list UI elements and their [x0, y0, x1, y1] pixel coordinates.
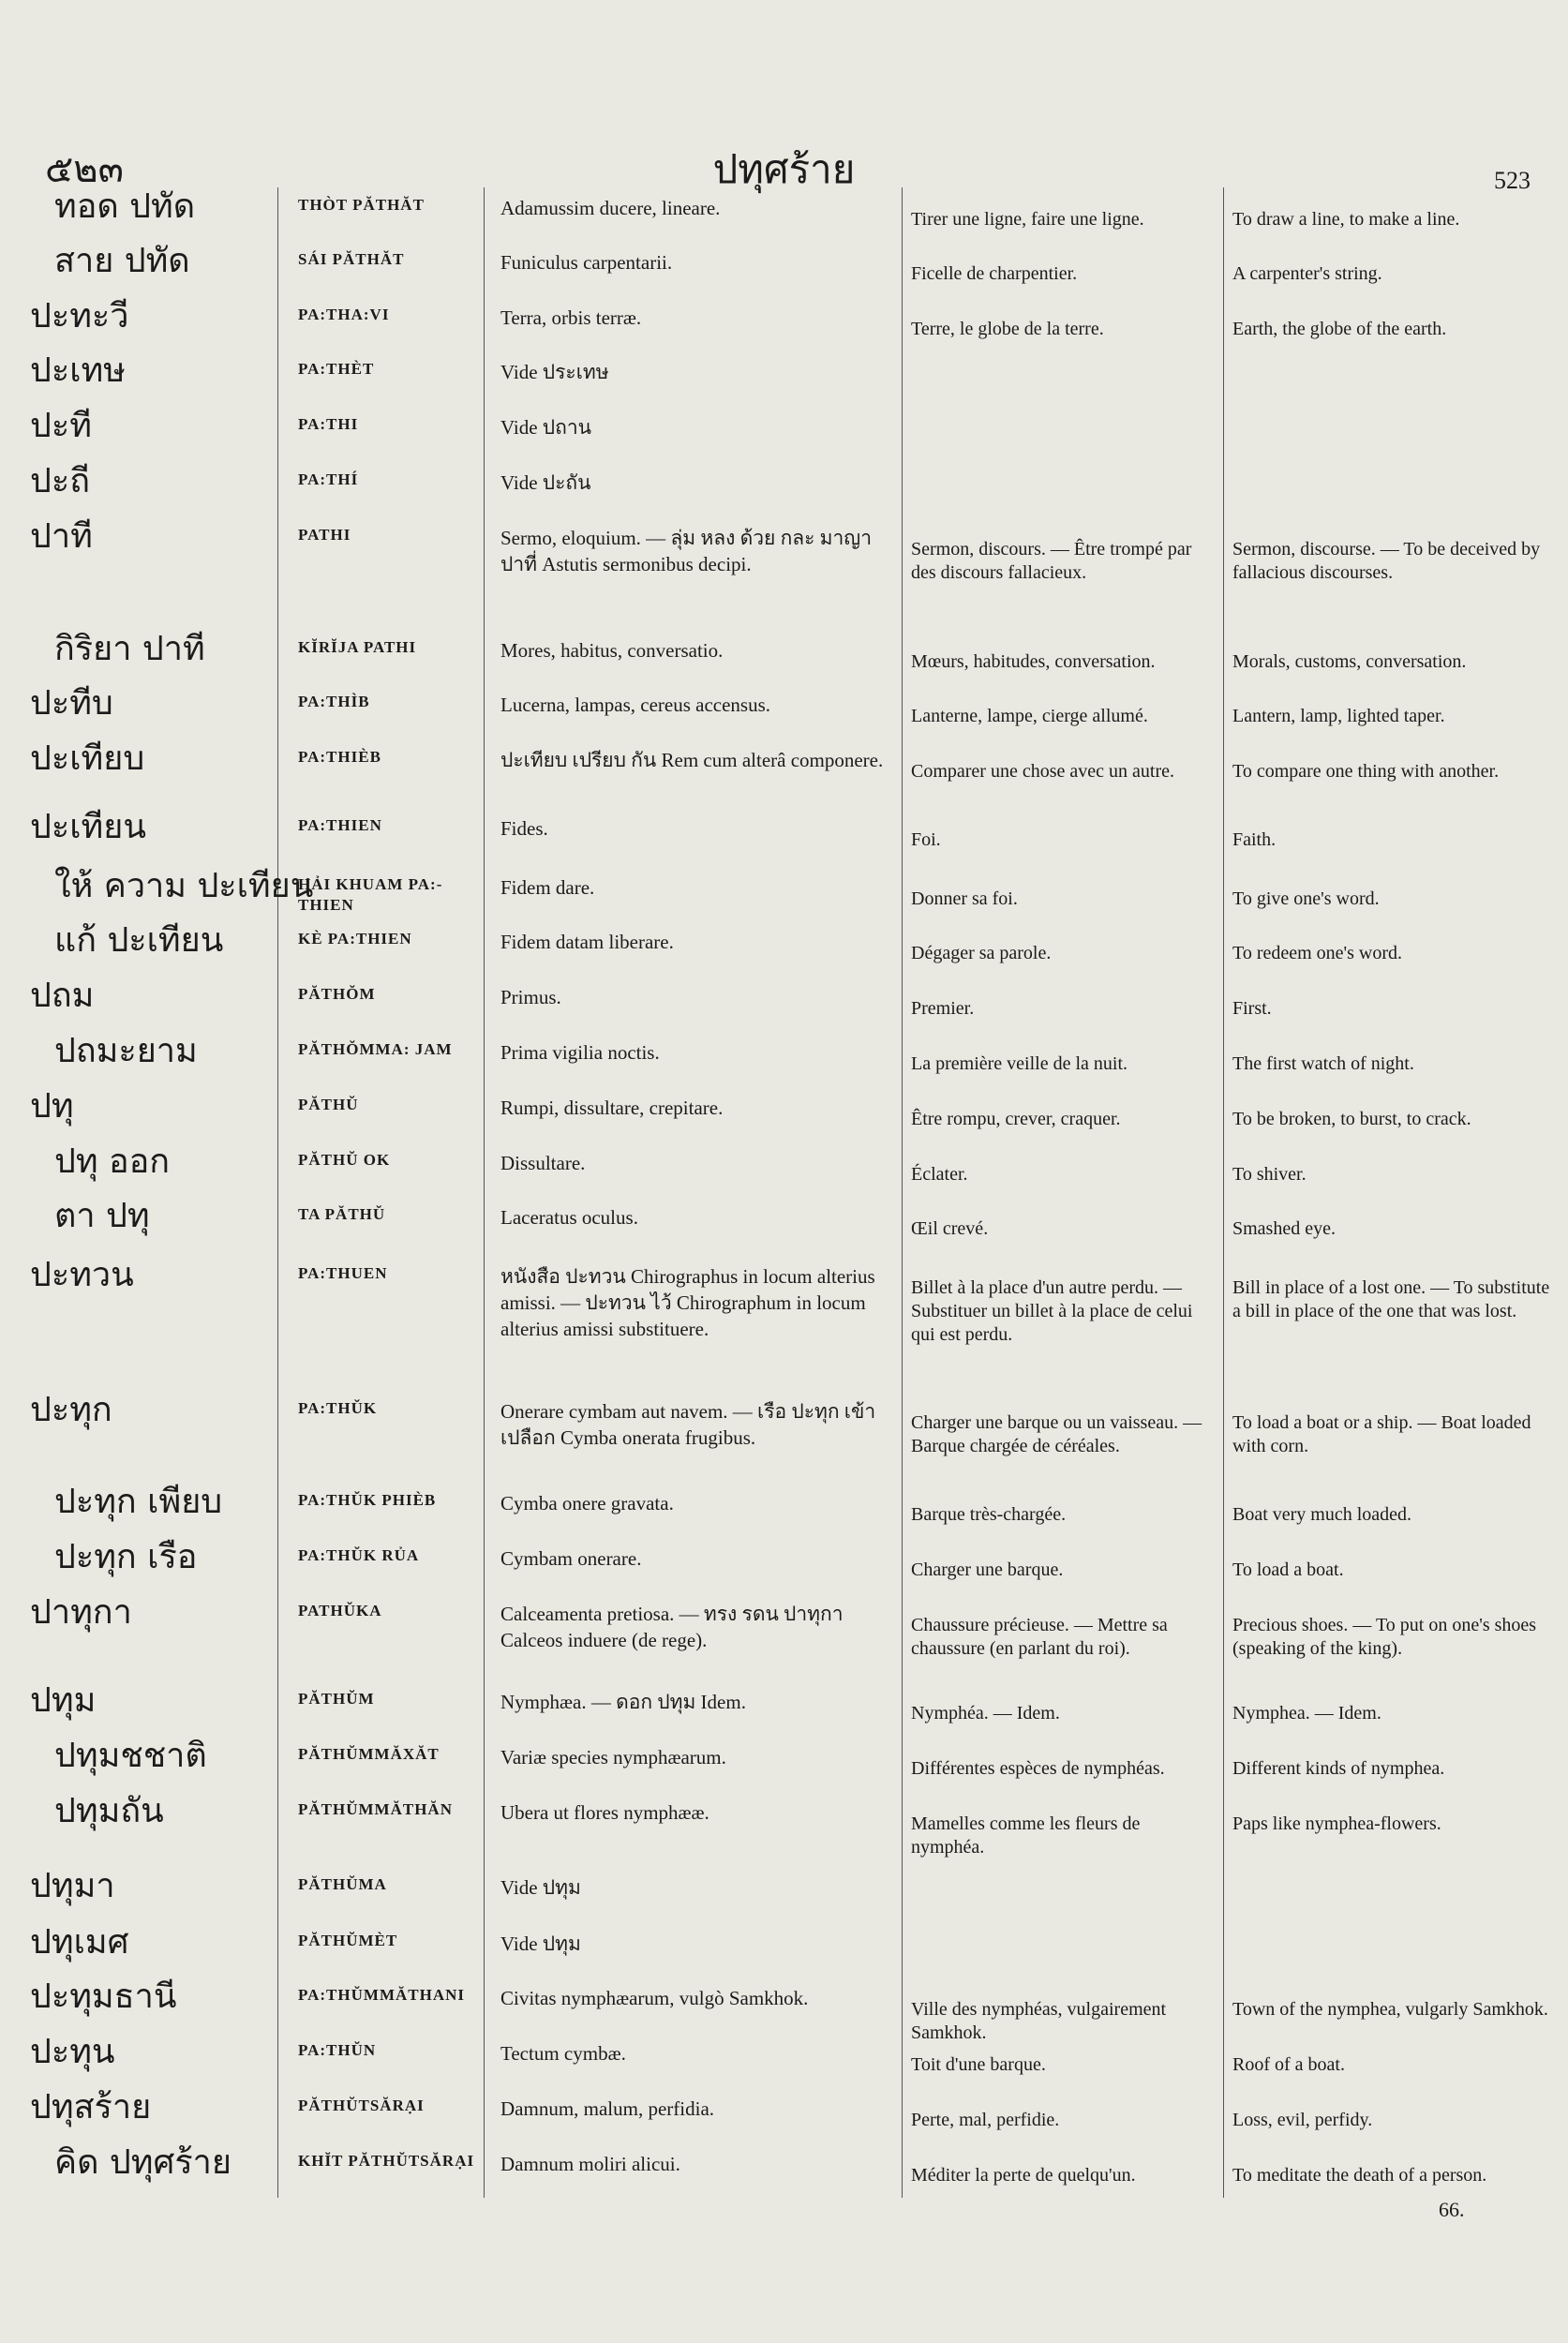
latin-definition: Adamussim ducere, lineare. [500, 197, 721, 219]
latin-definition: Vide ปทุม [500, 1876, 581, 1899]
romanization: PĂTHŬMMĂTHĂN [298, 1800, 453, 1818]
english-definition: Paps like nymphea-flowers. [1232, 1813, 1441, 1834]
thai-headword: ปทุมถัน [54, 1792, 164, 1830]
romanization: PATHI [298, 526, 351, 544]
romanization: PA:THA:VI [298, 306, 390, 323]
romanization: PA:THŬK RỦA [298, 1546, 420, 1564]
thai-headword: ปทุ ออก [54, 1142, 171, 1181]
romanization: HẢI KHUAM PA:-THIEN [298, 875, 443, 914]
thai-headword: ทอด ปทัด [54, 187, 196, 226]
thai-headword: ปทุมชชาติ [54, 1737, 207, 1775]
latin-definition: Laceratus oculus. [500, 1206, 638, 1229]
romanization: PA:THÍ [298, 470, 359, 488]
french-definition: Lanterne, lampe, cierge allumé. [911, 706, 1148, 726]
romanization: PA:THIÈB [298, 748, 381, 766]
latin-definition: Lucerna, lampas, cereus accensus. [500, 694, 771, 716]
thai-headword: ปะทีบ [30, 684, 113, 723]
latin-definition: Calceamenta pretiosa. — ทรง รดน ปาทุกา Calceos induere (de rege). [500, 1603, 844, 1651]
french-definition: Donner sa foi. [911, 888, 1018, 909]
french-definition: Mamelles comme les fleurs de nymphéa. [911, 1813, 1141, 1858]
romanization: KĬRĬJA PATHI [298, 638, 417, 656]
english-definition: To meditate the death of a person. [1232, 2165, 1487, 2186]
french-definition: Comparer une chose avec un autre. [911, 761, 1174, 782]
english-definition: To redeem one's word. [1232, 943, 1403, 963]
romanization: PĂTHŬMÈT [298, 1932, 398, 1949]
thai-headword: ปาที [30, 517, 93, 556]
french-definition: Billet à la place d'un autre perdu. — Substituer un billet à la place de celui qui est perdu. [911, 1277, 1193, 1345]
romanization: PA:THŬMMĂTHANI [298, 1986, 465, 2004]
latin-definition: Fides. [500, 817, 548, 840]
french-definition: Œil crevé. [911, 1218, 989, 1239]
french-definition: Différentes espèces de nymphéas. [911, 1758, 1165, 1779]
latin-definition: Ubera ut flores nymphææ. [500, 1801, 709, 1824]
thai-headword: ปทุ [30, 1087, 74, 1126]
thai-headword: แก้ ปะเทียน [54, 921, 224, 960]
romanization: PA:THŬN [298, 2041, 377, 2059]
thai-headword: สาย ปทัด [54, 242, 190, 280]
french-definition: Charger une barque. [911, 1560, 1064, 1580]
romanization: PA:THŬK PHIÈB [298, 1491, 437, 1509]
english-definition: To be broken, to burst, to crack. [1232, 1109, 1471, 1129]
romanization: THÒT PĂTHĂT [298, 196, 425, 214]
english-definition: Lantern, lamp, lighted taper. [1232, 706, 1445, 726]
latin-definition: หนังสือ ปะทวน Chirographus in locum alterius amissi. — ปะทวน ไว้ Chirographum in locum alterius amissi substituere. [500, 1265, 875, 1340]
french-definition: Sermon, discours. — Être trompé par des discours fallacieux. [911, 539, 1192, 583]
thai-headword: ปะเทษ [30, 351, 126, 390]
french-definition: Ficelle de charpentier. [911, 263, 1078, 284]
latin-definition: Vide ประเทษ [500, 361, 609, 383]
french-definition: Toit d'une barque. [911, 2054, 1046, 2075]
romanization: PĂTHŬTSĂRẠI [298, 2097, 425, 2114]
latin-definition: Variæ species nymphæarum. [500, 1746, 726, 1768]
english-definition: Precious shoes. — To put on one's shoes (speaking of the king). [1232, 1615, 1537, 1659]
french-definition: Tirer une ligne, faire une ligne. [911, 209, 1144, 230]
french-definition: Mœurs, habitudes, conversation. [911, 651, 1156, 672]
french-definition: Foi. [911, 829, 941, 850]
romanization: KHĬT PĂTHŬTSĂRẠI [298, 2152, 475, 2170]
thai-headword: ปะทุก เพียบ [54, 1483, 223, 1521]
english-definition: Smashed eye. [1232, 1218, 1336, 1239]
french-definition: Premier. [911, 998, 975, 1019]
english-definition: Morals, customs, conversation. [1232, 651, 1467, 672]
english-definition: Different kinds of nymphea. [1232, 1758, 1445, 1779]
latin-definition: Vide ปถาน [500, 416, 592, 439]
romanization: PĂTHŬ [298, 1096, 359, 1113]
latin-definition: Damnum, malum, perfidia. [500, 2097, 715, 2120]
french-definition: Terre, le globe de la terre. [911, 319, 1104, 339]
latin-definition: Prima vigilia noctis. [500, 1041, 660, 1064]
thai-headword: ปทุสร้าย [30, 2088, 152, 2127]
thai-headword: คิด ปทุศร้าย [54, 2143, 231, 2182]
thai-headword: ปะทะวี [30, 297, 129, 336]
french-definition: Charger une barque ou un vaisseau. — Barque chargée de céréales. [911, 1412, 1202, 1456]
romanization: PĂTHŬMA [298, 1875, 387, 1893]
latin-definition: Mores, habitus, conversatio. [500, 639, 724, 662]
latin-definition: Vide ปะถัน [500, 471, 591, 494]
thai-headword: ปะทุมธานี [30, 1977, 177, 2016]
thai-headword: ปทุม [30, 1681, 97, 1720]
romanization: PA:THÈT [298, 360, 375, 378]
thai-headword: ตา ปทุ [54, 1197, 150, 1235]
french-definition: Nymphéa. — Idem. [911, 1703, 1060, 1724]
latin-definition: Vide ปทุม [500, 1933, 581, 1955]
english-definition: To give one's word. [1232, 888, 1380, 909]
romanization: PA:THIEN [298, 816, 382, 834]
thai-headword: ปะทุก เรือ [54, 1538, 198, 1576]
column-rule [277, 187, 278, 2198]
column-rule [902, 187, 903, 2198]
english-definition: A carpenter's string. [1232, 263, 1382, 284]
french-definition: Barque très-chargée. [911, 1504, 1067, 1525]
thai-headword: กิริยา ปาที [54, 630, 205, 668]
english-definition: Faith. [1232, 829, 1277, 850]
english-definition: Earth, the globe of the earth. [1232, 319, 1447, 339]
french-definition: Ville des nymphéas, vulgairement Samkhok. [911, 1999, 1167, 2043]
romanization: PA:THUEN [298, 1264, 388, 1282]
english-definition: To shiver. [1232, 1164, 1307, 1185]
english-definition: Bill in place of a lost one. — To substitute a bill in place of the one that was lost. [1232, 1277, 1550, 1321]
romanization: PA:THÌB [298, 693, 370, 710]
latin-definition: Fidem datam liberare. [500, 931, 674, 953]
latin-definition: Terra, orbis terræ. [500, 306, 642, 329]
thai-headword: ปะทุน [30, 2033, 115, 2071]
english-definition: The first watch of night. [1232, 1053, 1414, 1074]
romanization: PA:THI [298, 415, 359, 433]
latin-definition: Dissultare. [500, 1152, 586, 1174]
english-definition: Roof of a boat. [1232, 2054, 1345, 2075]
latin-definition: Civitas nymphæarum, vulgò Samkhok. [500, 1987, 809, 2009]
romanization: PA:THŬK [298, 1399, 378, 1417]
signature-mark: 66. [1439, 2198, 1465, 2221]
french-definition: Perte, mal, perfidie. [911, 2110, 1060, 2130]
thai-headword: ปาทุกา [30, 1593, 132, 1632]
latin-definition: Primus. [500, 986, 561, 1008]
latin-definition: Tectum cymbæ. [500, 2042, 626, 2065]
thai-headword: ปะที [30, 407, 92, 445]
running-head: ปทุศร้าย [712, 146, 856, 192]
english-definition: To draw a line, to make a line. [1232, 209, 1460, 230]
latin-definition: Fidem dare. [500, 876, 595, 899]
latin-definition: Onerare cymbam aut navem. — เรือ ปะทุก เข้า เปลือก Cymba onerata frugibus. [500, 1400, 876, 1449]
latin-definition: Cymba onere gravata. [500, 1492, 674, 1515]
page-number: 523 [1494, 167, 1531, 194]
latin-definition: Cymbam onerare. [500, 1547, 642, 1570]
french-definition: Méditer la perte de quelqu'un. [911, 2165, 1136, 2186]
french-definition: Dégager sa parole. [911, 943, 1052, 963]
english-definition: Boat very much loaded. [1232, 1504, 1412, 1525]
thai-headword: ปทุมา [30, 1867, 115, 1905]
thai-headword: ปะเทียน [30, 808, 146, 846]
romanization: KÈ PA:THIEN [298, 930, 412, 948]
latin-definition: ปะเทียบ เปรียบ กัน Rem cum alterâ componere. [500, 749, 884, 771]
column-rule [484, 187, 485, 2198]
romanization: TA PĂTHŬ [298, 1205, 386, 1223]
french-definition: Éclater. [911, 1164, 968, 1185]
french-definition: Être rompu, crever, craquer. [911, 1109, 1121, 1129]
thai-headword: ปทุเมศ [30, 1923, 129, 1962]
english-definition: Town of the nymphea, vulgarly Samkhok. [1232, 1999, 1548, 2020]
thai-headword: ปะทุก [30, 1391, 112, 1429]
page-number-thai: ๕๒๓ [45, 148, 124, 191]
thai-headword: ปถม [30, 977, 95, 1015]
english-definition: Nymphea. — Idem. [1232, 1703, 1381, 1724]
latin-definition: Nymphæa. — ดอก ปทุม Idem. [500, 1691, 746, 1713]
english-definition: Sermon, discourse. — To be deceived by fallacious discourses. [1232, 539, 1541, 583]
thai-headword: ปถมะยาม [54, 1032, 198, 1070]
french-definition: Chaussure précieuse. — Mettre sa chaussure (en parlant du roi). [911, 1615, 1168, 1659]
english-definition: To load a boat or a ship. — Boat loaded with corn. [1232, 1412, 1531, 1456]
latin-definition: Sermo, eloquium. — ลุ่ม หลง ด้วย กละ มาญา ปาที่ Astutis sermonibus decipi. [500, 527, 872, 575]
romanization: PĂTHŎM [298, 985, 376, 1003]
english-definition: Loss, evil, perfidy. [1232, 2110, 1373, 2130]
french-definition: La première veille de la nuit. [911, 1053, 1128, 1074]
thai-headword: ปะถี [30, 462, 90, 500]
latin-definition: Funiculus carpentarii. [500, 251, 673, 274]
romanization: PĂTHŬM [298, 1690, 375, 1708]
thai-headword: ให้ ความ ปะเทียน [54, 867, 314, 905]
latin-definition: Damnum moliri alicui. [500, 2153, 680, 2175]
english-definition: To load a boat. [1232, 1560, 1344, 1580]
romanization: PĂTHŬ OK [298, 1151, 391, 1169]
latin-definition: Rumpi, dissultare, crepitare. [500, 1097, 724, 1119]
thai-headword: ปะเทียบ [30, 739, 145, 778]
column-rule [1223, 187, 1224, 2198]
thai-headword: ปะทวน [30, 1256, 134, 1294]
romanization: PATHŬKA [298, 1602, 382, 1619]
romanization: PĂTHŬMMĂXĂT [298, 1745, 440, 1763]
romanization: PĂTHŎMMA: JAM [298, 1040, 453, 1058]
english-definition: To compare one thing with another. [1232, 761, 1500, 782]
romanization: SÁI PĂTHĂT [298, 250, 405, 268]
english-definition: First. [1232, 998, 1272, 1019]
